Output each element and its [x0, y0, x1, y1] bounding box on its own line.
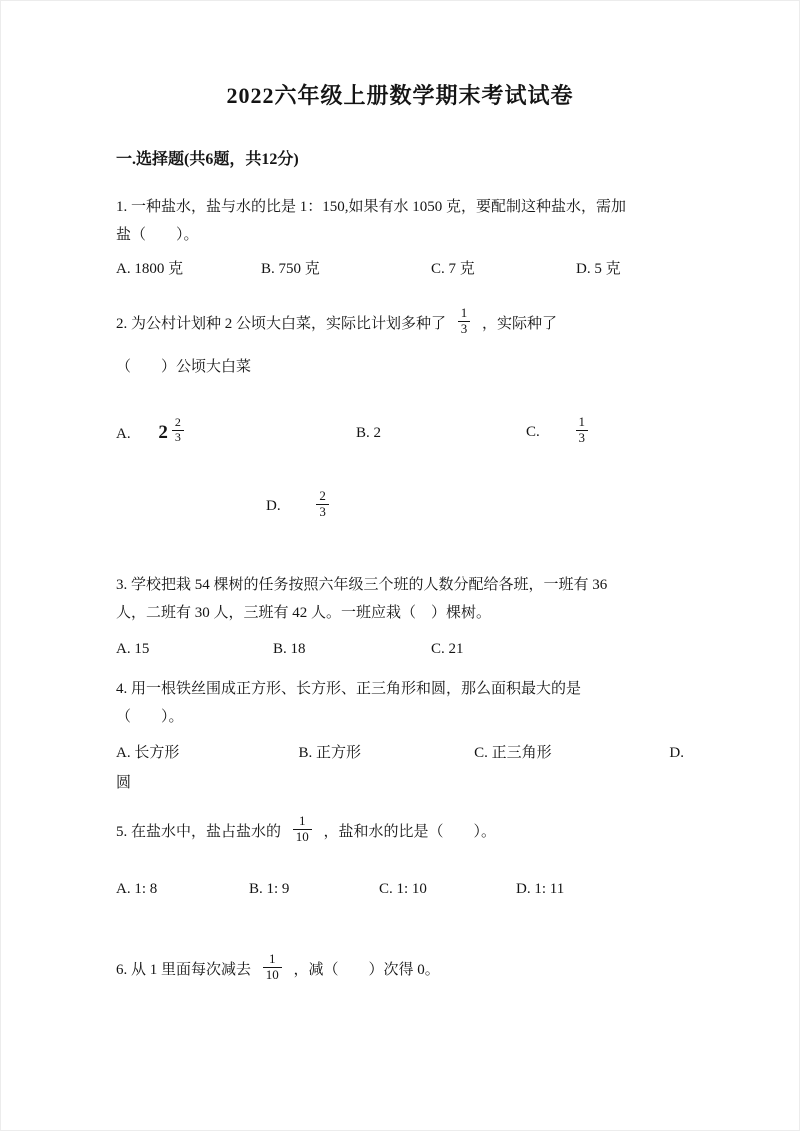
option-a: A. 长方形: [116, 745, 180, 761]
question-3: [116, 571, 684, 661]
question-3-text: [116, 571, 684, 627]
question-5-options: [116, 877, 684, 901]
option-a: A. 15: [116, 641, 150, 657]
section-header: 一.选择题(共6题，共12分): [116, 151, 299, 168]
question-4-text: [116, 675, 684, 731]
question-3-options: [116, 637, 684, 661]
option-b: B. 18: [273, 641, 306, 657]
option-a: A. 1800 克: [116, 261, 184, 277]
fraction-numerator: 2: [174, 414, 181, 429]
question-2: [116, 307, 684, 527]
option-c-label: C.: [526, 424, 540, 441]
fraction-one-third: [576, 415, 589, 446]
option-d: D. 5 克: [576, 261, 621, 277]
fraction-denominator: 3: [576, 430, 589, 446]
option-a: [116, 414, 356, 448]
fraction-denominator: 10: [293, 829, 312, 845]
option-d-continued: 圆: [116, 775, 132, 791]
question-2-text-pre: 2. 为公村计划种 2 公顷大白菜，实际比计划多种了: [116, 316, 447, 332]
fraction-two-thirds: [316, 489, 329, 520]
question-6-text-pre: 6. 从 1 里面每次减去: [116, 962, 252, 978]
fraction-denominator: 3: [458, 321, 471, 337]
option-d: [266, 487, 337, 523]
option-d: D. 1: 11: [516, 881, 565, 897]
fraction-two-thirds: [172, 416, 184, 445]
question-4-options: [116, 741, 684, 765]
option-b: B. 2: [356, 425, 382, 441]
option-d-label: D.: [266, 498, 281, 515]
fraction-denominator: 10: [263, 967, 282, 983]
question-3-line2: 人，二班有 30 人，三班有 42 人。一班应栽（ ）棵树。: [116, 605, 492, 621]
question-3-line1: 3. 学校把栽 54 棵树的任务按照六年级三个班的人数分配给各班，一班有 36: [116, 577, 608, 593]
question-6-text: [116, 953, 684, 987]
question-4: [116, 675, 684, 797]
question-2-options: [116, 413, 684, 453]
fraction-denominator: 3: [316, 504, 329, 520]
option-c: C. 7 克: [431, 261, 475, 277]
question-5-text-pre: 5. 在盐水中，盐占盐水的: [116, 824, 282, 840]
fraction-one-tenth: [263, 952, 282, 983]
mixed-number-whole: 2: [158, 422, 168, 443]
fraction-numerator: 1: [299, 813, 306, 829]
fraction-numerator: 1: [460, 305, 468, 321]
option-b: B. 750 克: [261, 261, 320, 277]
question-5-text: [116, 815, 684, 849]
question-1-line2: 盐（ ）。: [116, 227, 199, 243]
option-d-label: D.: [669, 745, 684, 761]
question-4-line2: （ ）。: [116, 709, 184, 725]
question-2-option-d-row: [266, 487, 684, 527]
option-a-label: A.: [116, 426, 131, 442]
question-5-text-post: ，盐和水的比是（ ）。: [323, 824, 497, 840]
fraction-numerator: 2: [319, 487, 326, 503]
question-1-options: [116, 257, 684, 281]
option-c: C. 21: [431, 641, 464, 657]
mixed-number-two-and-two-thirds: [158, 414, 186, 448]
option-c: C. 1: 10: [379, 881, 427, 897]
fraction-numerator: 1: [578, 413, 586, 429]
fraction-one-tenth: [293, 814, 312, 845]
question-6-text-post: ，减（ ）次得 0。: [293, 962, 440, 978]
fraction-one-third: [458, 306, 471, 337]
option-a: A. 1: 8: [116, 881, 158, 897]
question-1: [116, 193, 684, 281]
option-c: [526, 413, 596, 449]
question-1-line1: 1. 一种盐水，盐与水的比是 1：150,如果有水 1050 克，要配制这种盐水，需加: [116, 199, 627, 215]
question-4-line1: 4. 用一根铁丝围成正方形、长方形、正三角形和圆，那么面积最大的是: [116, 681, 582, 697]
fraction-denominator: 3: [172, 430, 184, 445]
question-6: [116, 953, 684, 987]
fraction-numerator: 1: [269, 951, 276, 967]
page-title: 2022六年级上册数学期末考试试卷: [226, 83, 574, 108]
question-2-line2: （ ）公顷大白菜: [116, 359, 252, 375]
option-c: C. 正三角形: [474, 745, 552, 761]
question-1-text: [116, 193, 684, 249]
option-b: B. 正方形: [298, 745, 362, 761]
question-2-text-post: ，实际种了: [482, 316, 558, 332]
question-2-text: [116, 307, 684, 341]
option-b: B. 1: 9: [249, 881, 290, 897]
question-5: [116, 815, 684, 901]
